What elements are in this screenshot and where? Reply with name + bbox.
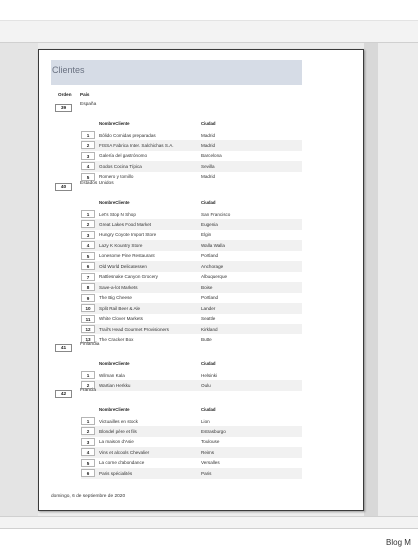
- table-row: [81, 140, 302, 151]
- row-number: 5: [81, 459, 95, 467]
- print-preview-area[interactable]: [0, 43, 418, 516]
- table-row: [81, 370, 302, 381]
- customer-city: Madrid: [201, 143, 216, 149]
- table-row: [81, 151, 302, 162]
- group-pais: Finlandia: [80, 342, 100, 347]
- customer-city: Oulu: [201, 383, 211, 389]
- table-row: [81, 272, 302, 283]
- row-number: 8: [81, 283, 95, 291]
- customer-city: Portland: [201, 253, 219, 259]
- column-header-pais: País: [80, 92, 90, 97]
- customer-city: Sevilla: [201, 163, 215, 169]
- column-header-orden: Orden: [58, 92, 72, 97]
- group-pais: Francia: [80, 388, 96, 393]
- customer-city: Lion: [201, 418, 210, 424]
- customer-city: Seattle: [201, 316, 216, 322]
- customer-city: San Francisco: [201, 211, 231, 217]
- customer-name: Rattlesnake Canyon Grocery: [99, 274, 158, 280]
- table-row: [81, 130, 302, 141]
- customer-name: Great Lakes Food Market: [99, 222, 152, 228]
- table-row: [81, 447, 302, 458]
- customer-city: Lander: [201, 305, 216, 311]
- row-number: 3: [81, 438, 95, 446]
- customer-name: La maison d'Asie: [99, 439, 134, 445]
- customer-city: Barcelona: [201, 153, 222, 159]
- table-row: [81, 172, 302, 183]
- subheader-nombre-cliente: NombreCliente: [99, 121, 130, 126]
- customer-name: The Cracker Box: [99, 336, 134, 342]
- table-row: [81, 416, 302, 427]
- status-strip: [0, 529, 418, 545]
- customer-city: Eugenia: [201, 222, 218, 228]
- preview-far-gutter: [378, 43, 418, 516]
- customer-city: Toulouse: [201, 439, 220, 445]
- row-number: 12: [81, 325, 95, 333]
- bottom-scroll-band: [0, 516, 418, 529]
- customer-name: White Clover Markets: [99, 316, 143, 322]
- row-number: 4: [81, 241, 95, 249]
- customer-city: Helsinki: [201, 372, 218, 378]
- customer-name: Blondel père et fils: [99, 429, 137, 435]
- subheader-nombre-cliente: NombreCliente: [99, 407, 130, 412]
- customer-name: Old World Delicatessen: [99, 263, 147, 269]
- subheader-ciudad: Ciudad: [201, 121, 216, 126]
- subheader-ciudad: Ciudad: [201, 361, 216, 366]
- row-number: 1: [81, 131, 95, 139]
- toolbar-band: [0, 21, 418, 43]
- customer-name: Paris spécialités: [99, 470, 133, 476]
- customer-city: Boise: [201, 284, 213, 290]
- report-title: Clientes: [52, 65, 85, 75]
- report-date: domingo, 6 de septiembre de 2020: [51, 494, 126, 499]
- table-row: [81, 251, 302, 262]
- row-number: 2: [81, 427, 95, 435]
- customer-city: Madrid: [201, 132, 216, 138]
- table-row: [81, 458, 302, 469]
- row-number: 10: [81, 304, 95, 312]
- customer-city: Estrasburgo: [201, 429, 226, 435]
- customer-name: Romero y tomillo: [99, 174, 134, 180]
- report-page: [38, 49, 364, 511]
- customer-name: Lazy K Kountry Store: [99, 242, 143, 248]
- group-pais: España: [80, 102, 97, 107]
- customer-name: The Big Cheese: [99, 295, 132, 301]
- group-orden: 41: [55, 344, 72, 352]
- row-number: 2: [81, 220, 95, 228]
- customer-city: Madrid: [201, 174, 216, 180]
- customer-name: Victuailles en stock: [99, 418, 138, 424]
- subheader-nombre-cliente: NombreCliente: [99, 200, 130, 205]
- table-row: [81, 426, 302, 437]
- row-number: 4: [81, 162, 95, 170]
- table-row: [81, 261, 302, 272]
- row-number: 2: [81, 141, 95, 149]
- table-row: [81, 161, 302, 172]
- row-number: 3: [81, 231, 95, 239]
- customer-name: Let's Stop N Shop: [99, 211, 136, 217]
- row-number: 5: [81, 252, 95, 260]
- group-orden: 42: [55, 390, 72, 398]
- customer-name: Lonesome Pine Restaurant: [99, 253, 155, 259]
- customer-city: Portland: [201, 295, 219, 301]
- customer-city: Paris: [201, 470, 212, 476]
- table-row: [81, 380, 302, 391]
- customer-name: Godos Cocina Típica: [99, 163, 142, 169]
- customer-name: Galería del gastrónomo: [99, 153, 148, 159]
- row-number: 4: [81, 448, 95, 456]
- customer-name: Save-a-lot Markets: [99, 284, 138, 290]
- table-row: [81, 282, 302, 293]
- report-title-band: [51, 60, 302, 85]
- preview-left-gutter: [0, 43, 38, 516]
- table-row: [81, 230, 302, 241]
- group-orden: 40: [55, 183, 72, 191]
- group-pais: Estados Unidos: [80, 181, 114, 186]
- customer-name: Hungry Coyote Import Store: [99, 232, 157, 238]
- row-number: 1: [81, 371, 95, 379]
- row-number: 6: [81, 262, 95, 270]
- customer-name: Wartian Herkku: [99, 383, 131, 389]
- table-row: [81, 303, 302, 314]
- app-top-bar: [0, 0, 418, 21]
- group-orden: 39: [55, 104, 72, 112]
- table-row: [81, 324, 302, 335]
- row-number: 5: [81, 173, 95, 181]
- row-number: 2: [81, 381, 95, 389]
- row-number: 6: [81, 469, 95, 477]
- table-row: [81, 293, 302, 304]
- table-row: [81, 240, 302, 251]
- status-text: Blog M: [386, 538, 411, 547]
- customer-city: Butte: [201, 336, 212, 342]
- subheader-ciudad: Ciudad: [201, 200, 216, 205]
- table-row: [81, 334, 302, 345]
- customer-name: Wilman Kala: [99, 372, 125, 378]
- table-row: [81, 437, 302, 448]
- customer-city: Albuquerque: [201, 274, 228, 280]
- customer-city: Elgin: [201, 232, 212, 238]
- subheader-nombre-cliente: NombreCliente: [99, 361, 130, 366]
- row-number: 7: [81, 273, 95, 281]
- customer-name: La corne d'abondance: [99, 460, 145, 466]
- table-row: [81, 314, 302, 325]
- customer-city: Versalles: [201, 460, 220, 466]
- customer-city: Walla Walla: [201, 242, 225, 248]
- preview-right-gutter: [364, 43, 378, 516]
- customer-name: Split Rail Beer & Ale: [99, 305, 141, 311]
- row-number: 1: [81, 210, 95, 218]
- customer-city: Kirkland: [201, 326, 218, 332]
- table-row: [81, 468, 302, 479]
- table-row: [81, 219, 302, 230]
- customer-city: Anchorage: [201, 263, 224, 269]
- customer-name: Trail's Head Gourmet Provisioners: [99, 326, 169, 332]
- customer-name: FISSA Fabrica Inter. Salchichas S.A.: [99, 143, 174, 149]
- row-number: 9: [81, 294, 95, 302]
- table-row: [81, 209, 302, 220]
- row-number: 13: [81, 335, 95, 343]
- row-number: 11: [81, 315, 95, 323]
- row-number: 3: [81, 152, 95, 160]
- customer-name: Vins et alcools Chevalier: [99, 449, 150, 455]
- customer-name: Bólido Comidas preparadas: [99, 132, 156, 138]
- subheader-ciudad: Ciudad: [201, 407, 216, 412]
- row-number: 1: [81, 417, 95, 425]
- customer-city: Reims: [201, 449, 215, 455]
